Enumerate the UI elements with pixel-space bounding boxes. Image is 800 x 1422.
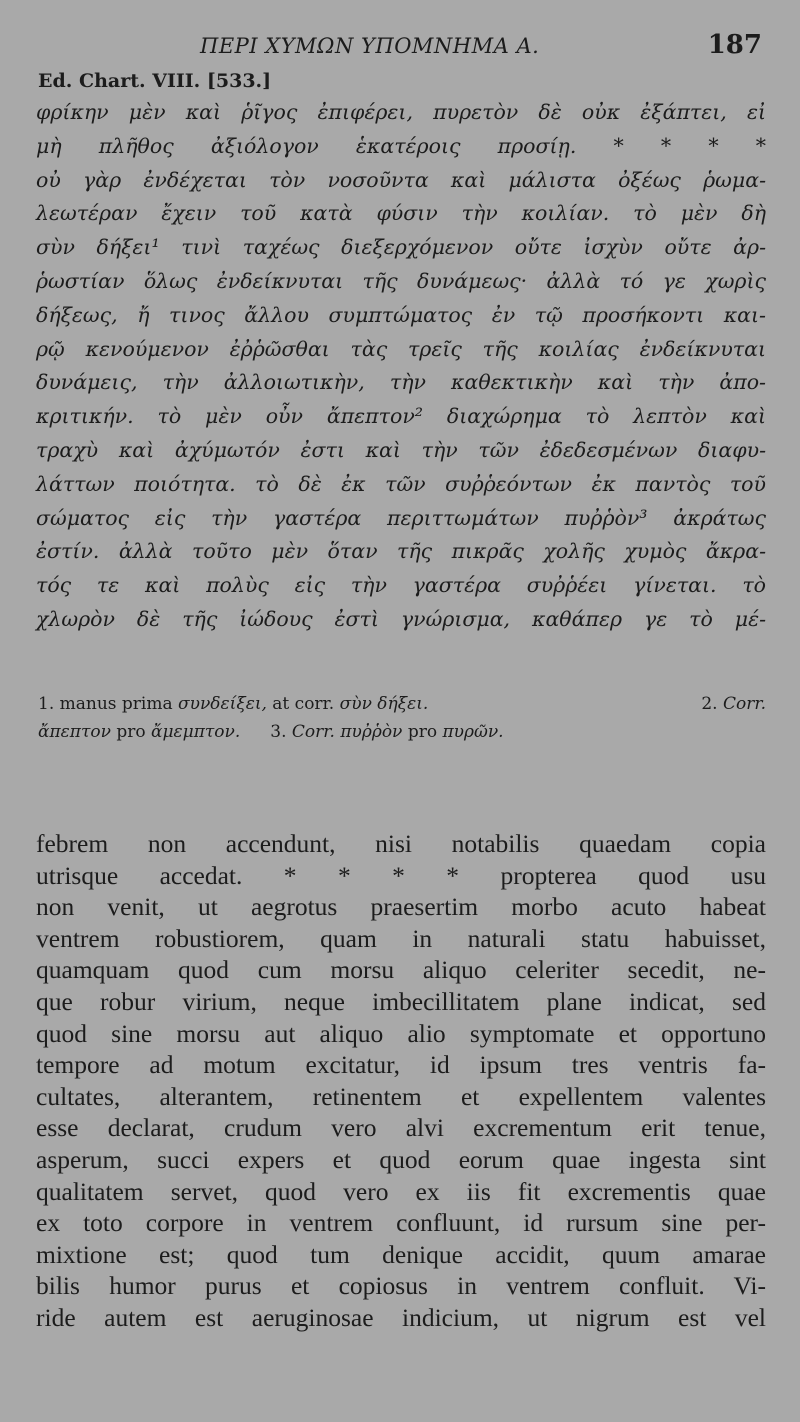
greek-line: δήξεως, ἤ τινος ἄλλου συμπτώματος ἐν τῷ προσήκοντι και- <box>36 302 766 327</box>
footnote-1 <box>38 690 428 718</box>
latin-line: quod sine morsu aut aliquo alio symptomate et opportuno <box>36 1018 766 1048</box>
edition-reference: Ed. Chart. VIII. [533.] <box>38 70 272 92</box>
footnote-greek: πυῤῥὸν <box>340 722 403 742</box>
latin-line: esse declarat, crudum vero alvi excrementum erit tenue, <box>36 1113 766 1143</box>
footnote-greek: συνδείξει, <box>178 694 267 714</box>
footnote-text: at corr. <box>272 694 335 714</box>
greek-line: λεωτέραν ἔχειν τοῦ κατὰ φύσιν τὴν κοιλίαν. τὸ μὲν δὴ <box>36 201 766 226</box>
greek-line: κριτικήν. τὸ μὲν οὖν ἄπεπτον² διαχώρημα τὸ λεπτὸν καὶ <box>36 404 766 429</box>
latin-text-block <box>36 828 766 1334</box>
greek-line: ρῷ κενούμενον ἐῤῥῶσθαι τὰς τρεῖς τῆς κοιλίας ἐνδείκνυται <box>36 336 766 361</box>
footnote-2-body <box>38 718 240 746</box>
latin-line: qualitatem servet, quod vero ex iis fit excrementis quae <box>36 1176 766 1206</box>
greek-line: τραχὺ καὶ ἀχύμωτόν ἐστι καὶ τὴν τῶν ἐδεδεσμένων διαφυ- <box>36 437 766 462</box>
running-title: ΠΕΡΙ ΧΥΜΩΝ ΥΠΟΜΝΗΜΑ Α. <box>200 34 540 58</box>
footnote-greek: ἄμεμπτον. <box>151 722 241 742</box>
footnote-greek: ἄπεπτον <box>38 722 111 742</box>
greek-line: οὐ γὰρ ἐνδέχεται τὸν νοσοῦντα καὶ μάλιστα ὀξέως ῥωμα- <box>36 167 766 192</box>
latin-line: tempore ad motum excitatur, id ipsum tres ventris fa- <box>36 1050 766 1080</box>
latin-line: que robur virium, neque imbecillitatem plane indicat, sed <box>36 986 766 1016</box>
footnote-number: 1. <box>38 694 55 714</box>
latin-line: mixtione est; quod tum denique accidit, quum amarae <box>36 1239 766 1269</box>
greek-line: μὴ πλῆθος ἀξιόλογον ἑκατέροις προσίῃ. * * * * <box>36 133 766 158</box>
greek-line: δυνάμεις, τὴν ἀλλοιωτικὴν, τὴν καθεκτικὴν καὶ τὴν ἀπο- <box>36 370 766 395</box>
footnote-greek: σὺν δήξει. <box>339 694 429 714</box>
latin-line: bilis humor purus et copiosus in ventrem confluit. Vi- <box>36 1271 766 1301</box>
latin-line: cultates, alterantem, retinentem et expellentem valentes <box>36 1081 766 1111</box>
latin-line: ex toto corpore in ventrem confluunt, id rursum sine per- <box>36 1208 766 1238</box>
footnote-text: pro <box>116 722 146 742</box>
footnote-row <box>38 690 766 718</box>
latin-line: ride autem est aeruginosae indicium, ut nigrum est vel <box>36 1302 766 1332</box>
greek-line: σώματος εἰς τὴν γαστέρα περιττωμάτων πυῤῥὸν³ ἀκράτως <box>36 505 766 530</box>
footnote-text: manus prima <box>59 694 173 714</box>
greek-text-block <box>36 96 766 637</box>
latin-line: utrisque accedat. * * * * propterea quod usu <box>36 860 766 890</box>
footnote-3 <box>270 718 503 746</box>
latin-line: non venit, ut aegrotus praesertim morbo acuto habeat <box>36 892 766 922</box>
footnote-text: Corr. <box>722 694 766 714</box>
greek-line: χλωρὸν δὲ τῆς ἰώδους ἐστὶ γνώρισμα, καθάπερ γε τὸ μέ- <box>36 606 766 631</box>
footnote-text: Corr. <box>291 722 335 742</box>
greek-line: φρίκην μὲν καὶ ῥῖγος ἐπιφέρει, πυρετὸν δὲ οὐκ ἐξάπτει, εἰ <box>36 100 766 124</box>
latin-line: asperum, succi expers et quod eorum quae ingesta sint <box>36 1144 766 1174</box>
footnote-2-head <box>701 690 766 718</box>
footnote-number: 2. <box>701 694 718 714</box>
footnote-text: pro <box>407 722 438 742</box>
footnote-greek: πυρῶν. <box>442 722 504 742</box>
latin-line: febrem non accendunt, nisi notabilis quaedam copia <box>36 829 766 858</box>
greek-line: λάττων ποιότητα. τὸ δὲ ἐκ τῶν συῤῥεόντων ἐκ παντὸς τοῦ <box>36 471 766 496</box>
page-number: 187 <box>707 30 762 60</box>
greek-line: σὺν δήξει¹ τινὶ ταχέως διεξερχόμενον οὔτε ἰσχὺν οὔτε ἀρ- <box>36 235 766 260</box>
footnote-row <box>38 718 766 746</box>
greek-line: ῥωστίαν ὅλως ἐνδείκνυται τῆς δυνάμεως· ἀλλὰ τό γε χωρὶς <box>36 268 766 293</box>
latin-line: ventrem robustiorem, quam in naturali statu habuisset, <box>36 923 766 953</box>
latin-line: quamquam quod cum morsu aliquo celeriter secedit, ne- <box>36 955 766 985</box>
running-head <box>0 30 800 66</box>
greek-line: ἐστίν. ἀλλὰ τοῦτο μὲν ὅταν τῆς πικρᾶς χολῆς χυμὸς ἄκρα- <box>36 539 766 564</box>
footnote-number: 3. <box>270 722 287 742</box>
greek-line: τός τε καὶ πολὺς εἰς τὴν γαστέρα συῤῥέει γίνεται. τὸ <box>36 573 766 598</box>
footnotes <box>38 690 766 746</box>
